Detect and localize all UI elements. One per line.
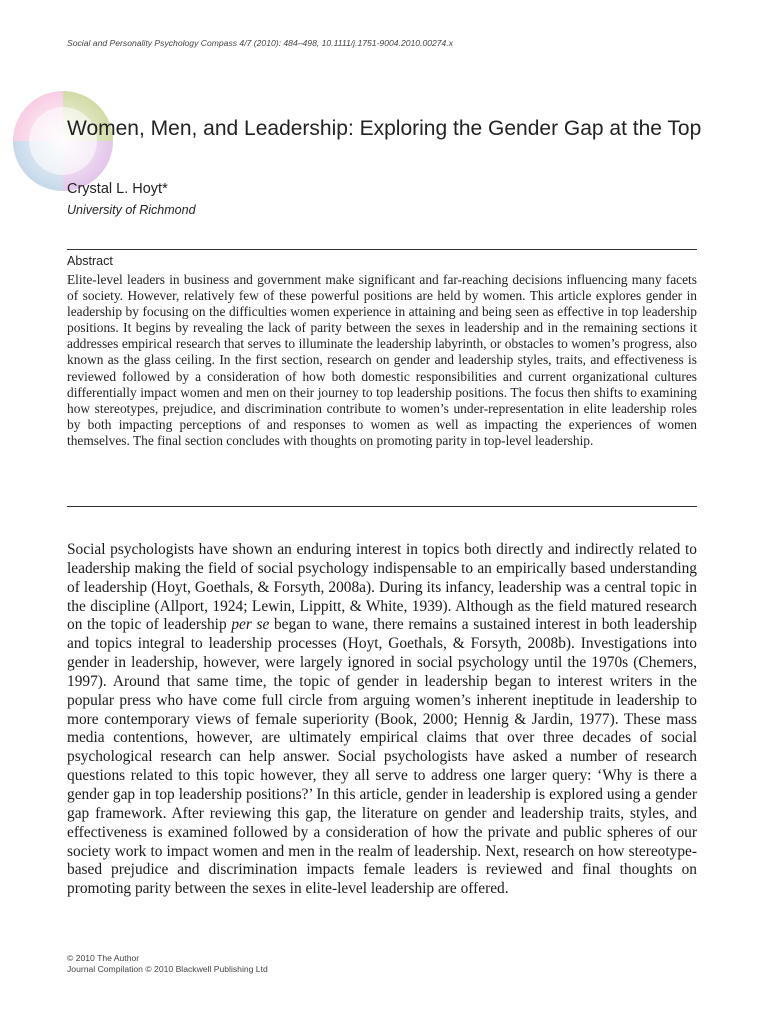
abstract-top-rule (67, 249, 697, 250)
abstract-text: Elite-level leaders in business and government make significant and far-reaching decisions influencing many facets of society. However, relatively few of these powerful positions are held by women. This article explores gender in leadership by focusing on the difficulties women experience in attaining and being seen as effective in top leadership positions. It begins by revealing the lack of parity between the sexes in leadership and in the remaining sections it addresses empirical research that serves to illuminate the leadership labyrinth, or obstacles to women’s progress, also known as the glass ceiling. In the first section, research on gender and leadership styles, traits, and effectiveness is reviewed followed by a consideration of how both domestic responsibilities and current organizational cultures differentially impact women and men on their journey to top leadership positions. The focus then shifts to examining how stereotypes, prejudice, and discrimination contribute to women’s under-representation in elite leadership roles by both impacting perceptions of and responses to women as well as impacting the experiences of women themselves. The final section concludes with thoughts on promoting parity in top-level leadership. (67, 272, 697, 448)
author-name: Crystal L. Hoyt* (67, 181, 168, 197)
author-affiliation: University of Richmond (67, 203, 196, 217)
copyright-author: © 2010 The Author (67, 953, 140, 963)
article-title: Women, Men, and Leadership: Exploring the Gender Gap at the Top (67, 117, 702, 140)
body-text-italic: per se (231, 616, 270, 634)
body-paragraph (67, 541, 697, 899)
body-text-part1: Social psychologists have shown an enduring interest in topics both directly and indirectly related to leadership making the field of social psychology indispensable to an empirically based understanding of leadership (Hoyt, Goethals, & Forsyth, 2008a). During its infancy, leadership was a central topic in the discipline (Allport, 1924; Lewin, Lippitt, & White, 1939). Although as the field matured research on the topic of leadership (67, 541, 697, 634)
copyright-footer (67, 953, 268, 975)
copyright-journal: Journal Compilation © 2010 Blackwell Publishing Ltd (67, 964, 268, 974)
running-head: Social and Personality Psychology Compass 4/7 (2010): 484–498, 10.1111/j.1751-9004.2010.00274.x (67, 38, 454, 48)
body-text-part2: began to wane, there remains a sustained interest in both leadership and topics integral to leadership processes (Hoyt, Goethals, & Forsyth, 2008b). Investigations into gender in leadership, however, were largely ignored in social psychology until the 1970s (Chemers, 1997). Around that same time, the topic of gender in leadership began to interest writers in the popular press who have come full circle from arguing women’s inherent ineptitude in leadership to more contemporary views of female superiority (Book, 2000; Hennig & Jardin, 1977). These mass media contentions, however, are ultimately empirical claims that over three decades of social psychological research can help answer. Social psychologists have asked a number of research questions related to this topic however, they all serve to address one larger query: ‘Why is there a gender gap in top leadership positions?’ In this article, gender in leadership is explored using a gender gap framework. After reviewing this gap, the literature on gender and leadership traits, styles, and effectiveness is examined followed by a consideration of how the private and public spheres of our society work to impact women and men in the realm of leadership. Next, research on how stereotype-based prejudice and discrimination impacts female leaders is reviewed and final thoughts on promoting parity between the sexes in elite-level leadership are offered. (67, 616, 697, 898)
abstract-bottom-rule (67, 506, 697, 507)
abstract-heading: Abstract (67, 254, 113, 268)
